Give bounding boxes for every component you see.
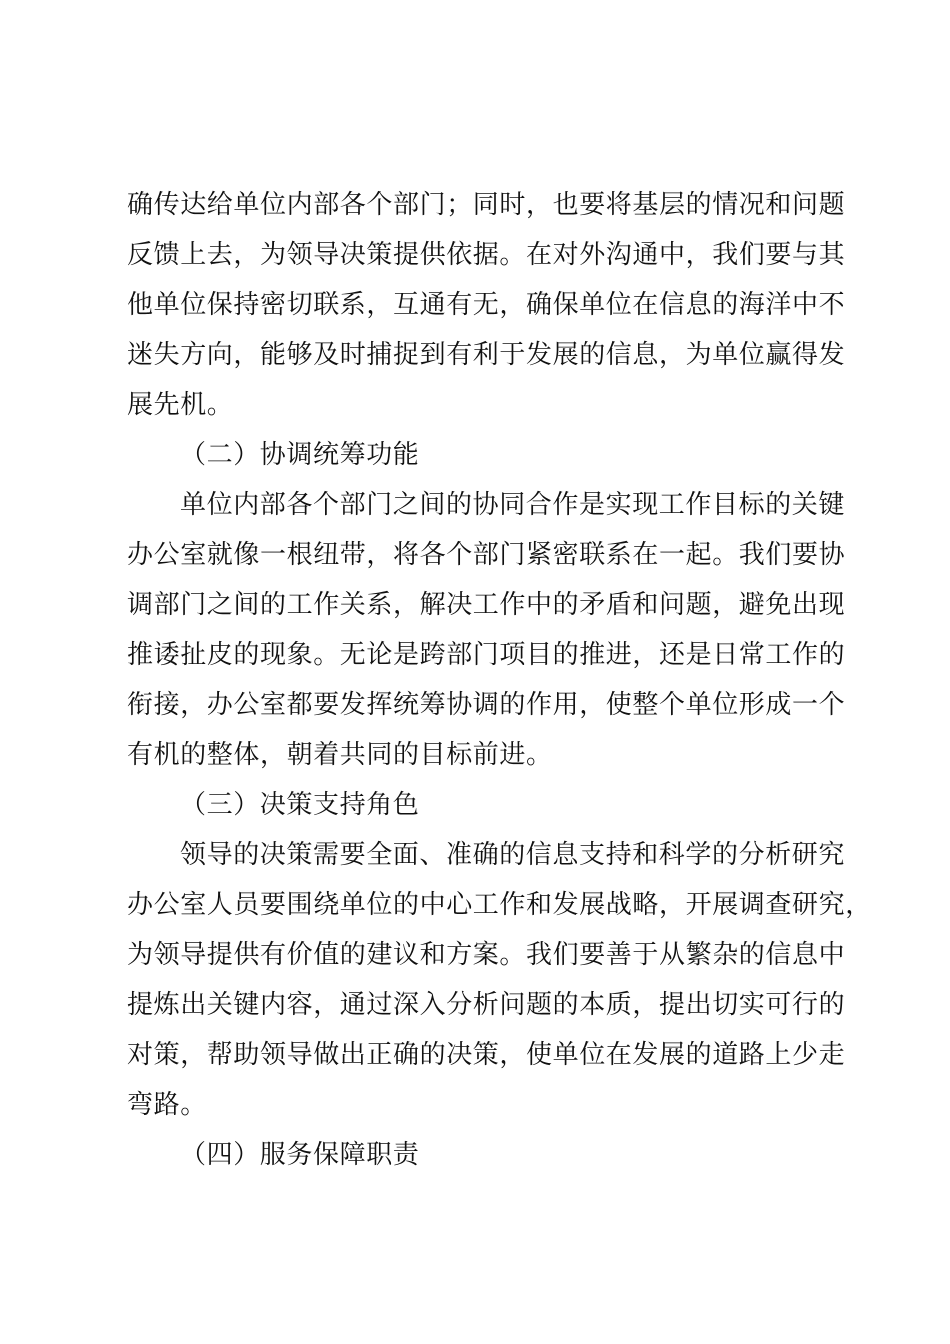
paragraph-line: 单位内部各个部门之间的协同合作是实现工作目标的关键 [180,490,846,520]
paragraph-line: 为领导提供有价值的建议和方案。我们要善于从繁杂的信息中 [127,940,846,970]
paragraph-line: 弯路。 [127,1090,207,1120]
paragraph-line: 提炼出关键内容，通过深入分析问题的本质，提出切实可行的 [127,990,846,1020]
paragraph-line: 对策，帮助领导做出正确的决策，使单位在发展的道路上少走 [127,1040,846,1070]
paragraph-line: 推诿扯皮的现象。无论是跨部门项目的推进，还是日常工作的 [127,640,846,670]
paragraph-line: 确传达给单位内部各个部门；同时，也要将基层的情况和问题 [127,190,846,220]
paragraph-line: 办公室人员要围绕单位的中心工作和发展战略，开展调查研究， [127,890,872,920]
paragraph-line: 有机的整体，朝着共同的目标前进。 [127,740,553,770]
paragraph-line: 反馈上去，为领导决策提供依据。在对外沟通中，我们要与其 [127,240,846,270]
section-heading: （三）决策支持角色 [180,790,420,820]
paragraph-line: 领导的决策需要全面、准确的信息支持和科学的分析研究 [180,840,846,870]
paragraph-line: 办公室就像一根纽带，将各个部门紧密联系在一起。我们要协 [127,540,846,570]
paragraph-line: 他单位保持密切联系，互通有无，确保单位在信息的海洋中不 [127,290,846,320]
section-heading: （二）协调统筹功能 [180,440,420,470]
paragraph-line: 展先机。 [127,390,234,420]
paragraph-line: 迷失方向，能够及时捕捉到有利于发展的信息，为单位赢得发 [127,340,846,370]
paragraph-line: 调部门之间的工作关系，解决工作中的矛盾和问题，避免出现 [127,590,846,620]
paragraph-line: 衔接，办公室都要发挥统筹协调的作用，使整个单位形成一个 [127,690,846,720]
section-heading: （四）服务保障职责 [180,1140,420,1170]
